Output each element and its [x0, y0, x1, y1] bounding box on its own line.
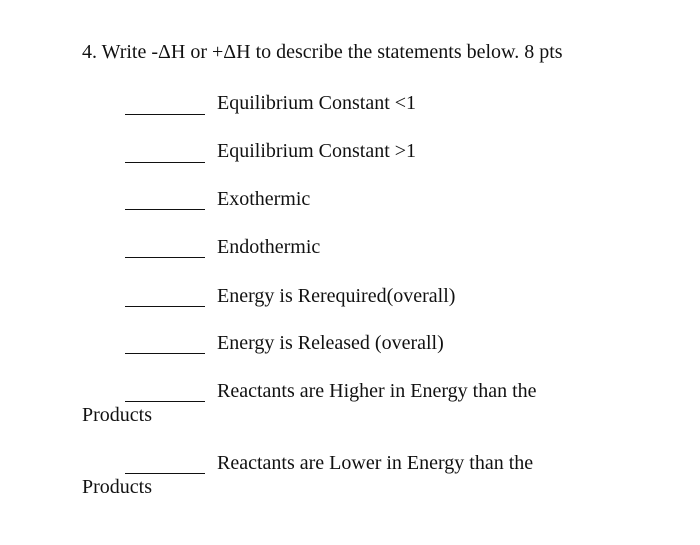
answer-blank-line	[125, 114, 205, 115]
statement-text: Reactants are Lower in Energy than the	[217, 452, 534, 474]
answer-blank-line	[125, 473, 205, 474]
answer-blank-line	[125, 401, 205, 402]
question-text: Write -ΔH or +ΔH to describe the statements below. 8 pts	[101, 41, 563, 63]
statement-text: Reactants are Higher in Energy than the	[217, 380, 537, 402]
statement-text: Equilibrium Constant >1	[217, 140, 417, 162]
answer-blank-line	[125, 209, 205, 210]
statement-continuation: Products	[82, 404, 152, 426]
statement-text: Energy is Rerequired(overall)	[217, 285, 456, 307]
answer-blank-line	[125, 306, 205, 307]
answer-blank-line	[125, 162, 205, 163]
statement-text: Energy is Released (overall)	[217, 332, 444, 354]
answer-blank-line	[125, 353, 205, 354]
statement-text: Exothermic	[217, 188, 311, 210]
question-number: 4.	[82, 41, 97, 63]
statement-text: Endothermic	[217, 236, 321, 258]
statement-continuation: Products	[82, 476, 152, 498]
question-prompt	[82, 40, 563, 64]
answer-blank-line	[125, 257, 205, 258]
statement-text: Equilibrium Constant <1	[217, 92, 417, 114]
